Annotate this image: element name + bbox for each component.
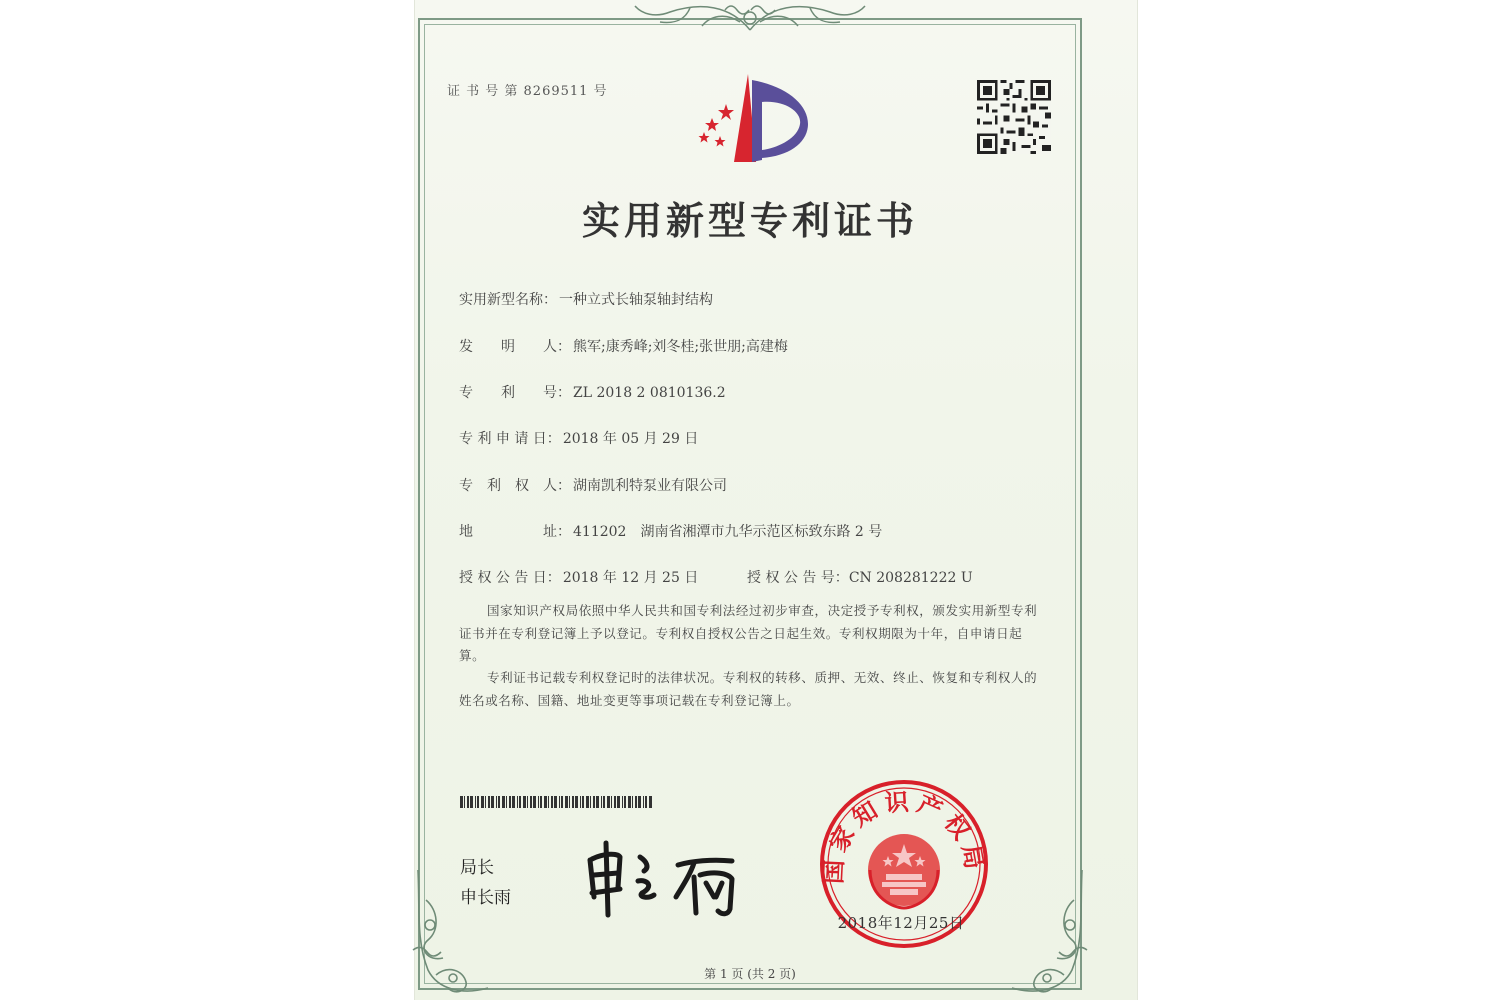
page-number: 第 1 页 (共 2 页) — [704, 967, 796, 981]
field-label: 实用新型名称： — [459, 292, 557, 308]
top-ornament-icon — [630, 0, 870, 40]
field-label: 地 址： — [459, 524, 571, 540]
field-announcement-number — [747, 567, 973, 587]
barcode-icon — [460, 796, 654, 808]
field-grant-date — [459, 567, 698, 587]
director-name: 申长雨 — [460, 888, 511, 908]
qr-code-icon — [977, 80, 1051, 154]
field-label: 专 利 申 请 日： — [459, 431, 561, 447]
field-value: ZL 2018 2 0810136.2 — [573, 385, 726, 401]
field-label: 专 利 号： — [459, 385, 571, 401]
patent-office-logo-icon — [690, 72, 810, 167]
field-label: 授 权 公 告 号： — [747, 570, 849, 586]
field-inventors — [459, 336, 788, 356]
seal-date: 2018年12月25日 — [837, 914, 965, 932]
field-value: 2018 年 12 月 25 日 — [562, 570, 699, 586]
field-value: 熊军;康秀峰;刘冬桂;张世朋;高建梅 — [573, 339, 788, 355]
field-value: 2018 年 05 月 29 日 — [562, 431, 699, 447]
seal-text: 国家知识产权局 — [819, 787, 990, 885]
field-utility-model-name — [459, 289, 713, 309]
field-value: 湖南凯利特泵业有限公司 — [573, 478, 727, 494]
field-application-date — [459, 428, 698, 448]
field-label: 专 利 权 人： — [459, 478, 571, 494]
field-address — [459, 521, 882, 541]
field-label: 授 权 公 告 日： — [459, 570, 561, 586]
legal-paragraph-1: 国家知识产权局依照中华人民共和国专利法经过初步审查，决定授予专利权，颁发实用新型专利证书并在专利登记簿上予以登记。专利权自授权公告之日起生效。专利权期限为十年，自申请日起算。 — [459, 603, 1038, 663]
certificate-title: 实用新型专利证书 — [581, 198, 918, 243]
certificate-number: 证 书 号 第 8269511 号 — [447, 84, 608, 99]
field-value: 一种立式长轴泵轴封结构 — [559, 292, 713, 308]
field-patent-number — [459, 382, 726, 402]
field-value: 411202 湖南省湘潭市九华示范区标致东路 2 号 — [573, 524, 883, 540]
field-label: 发 明 人： — [459, 339, 571, 355]
director-title: 局长 — [460, 858, 494, 878]
field-value: CN 208281222 U — [848, 570, 973, 586]
director-signature-icon — [582, 835, 752, 920]
legal-paragraph-2: 专利证书记载专利权登记时的法律状况。专利权的转移、质押、无效、终止、恢复和专利权人的姓名或名称、国籍、地址变更等事项记载在专利登记簿上。 — [459, 670, 1038, 708]
field-patentee — [459, 475, 727, 495]
